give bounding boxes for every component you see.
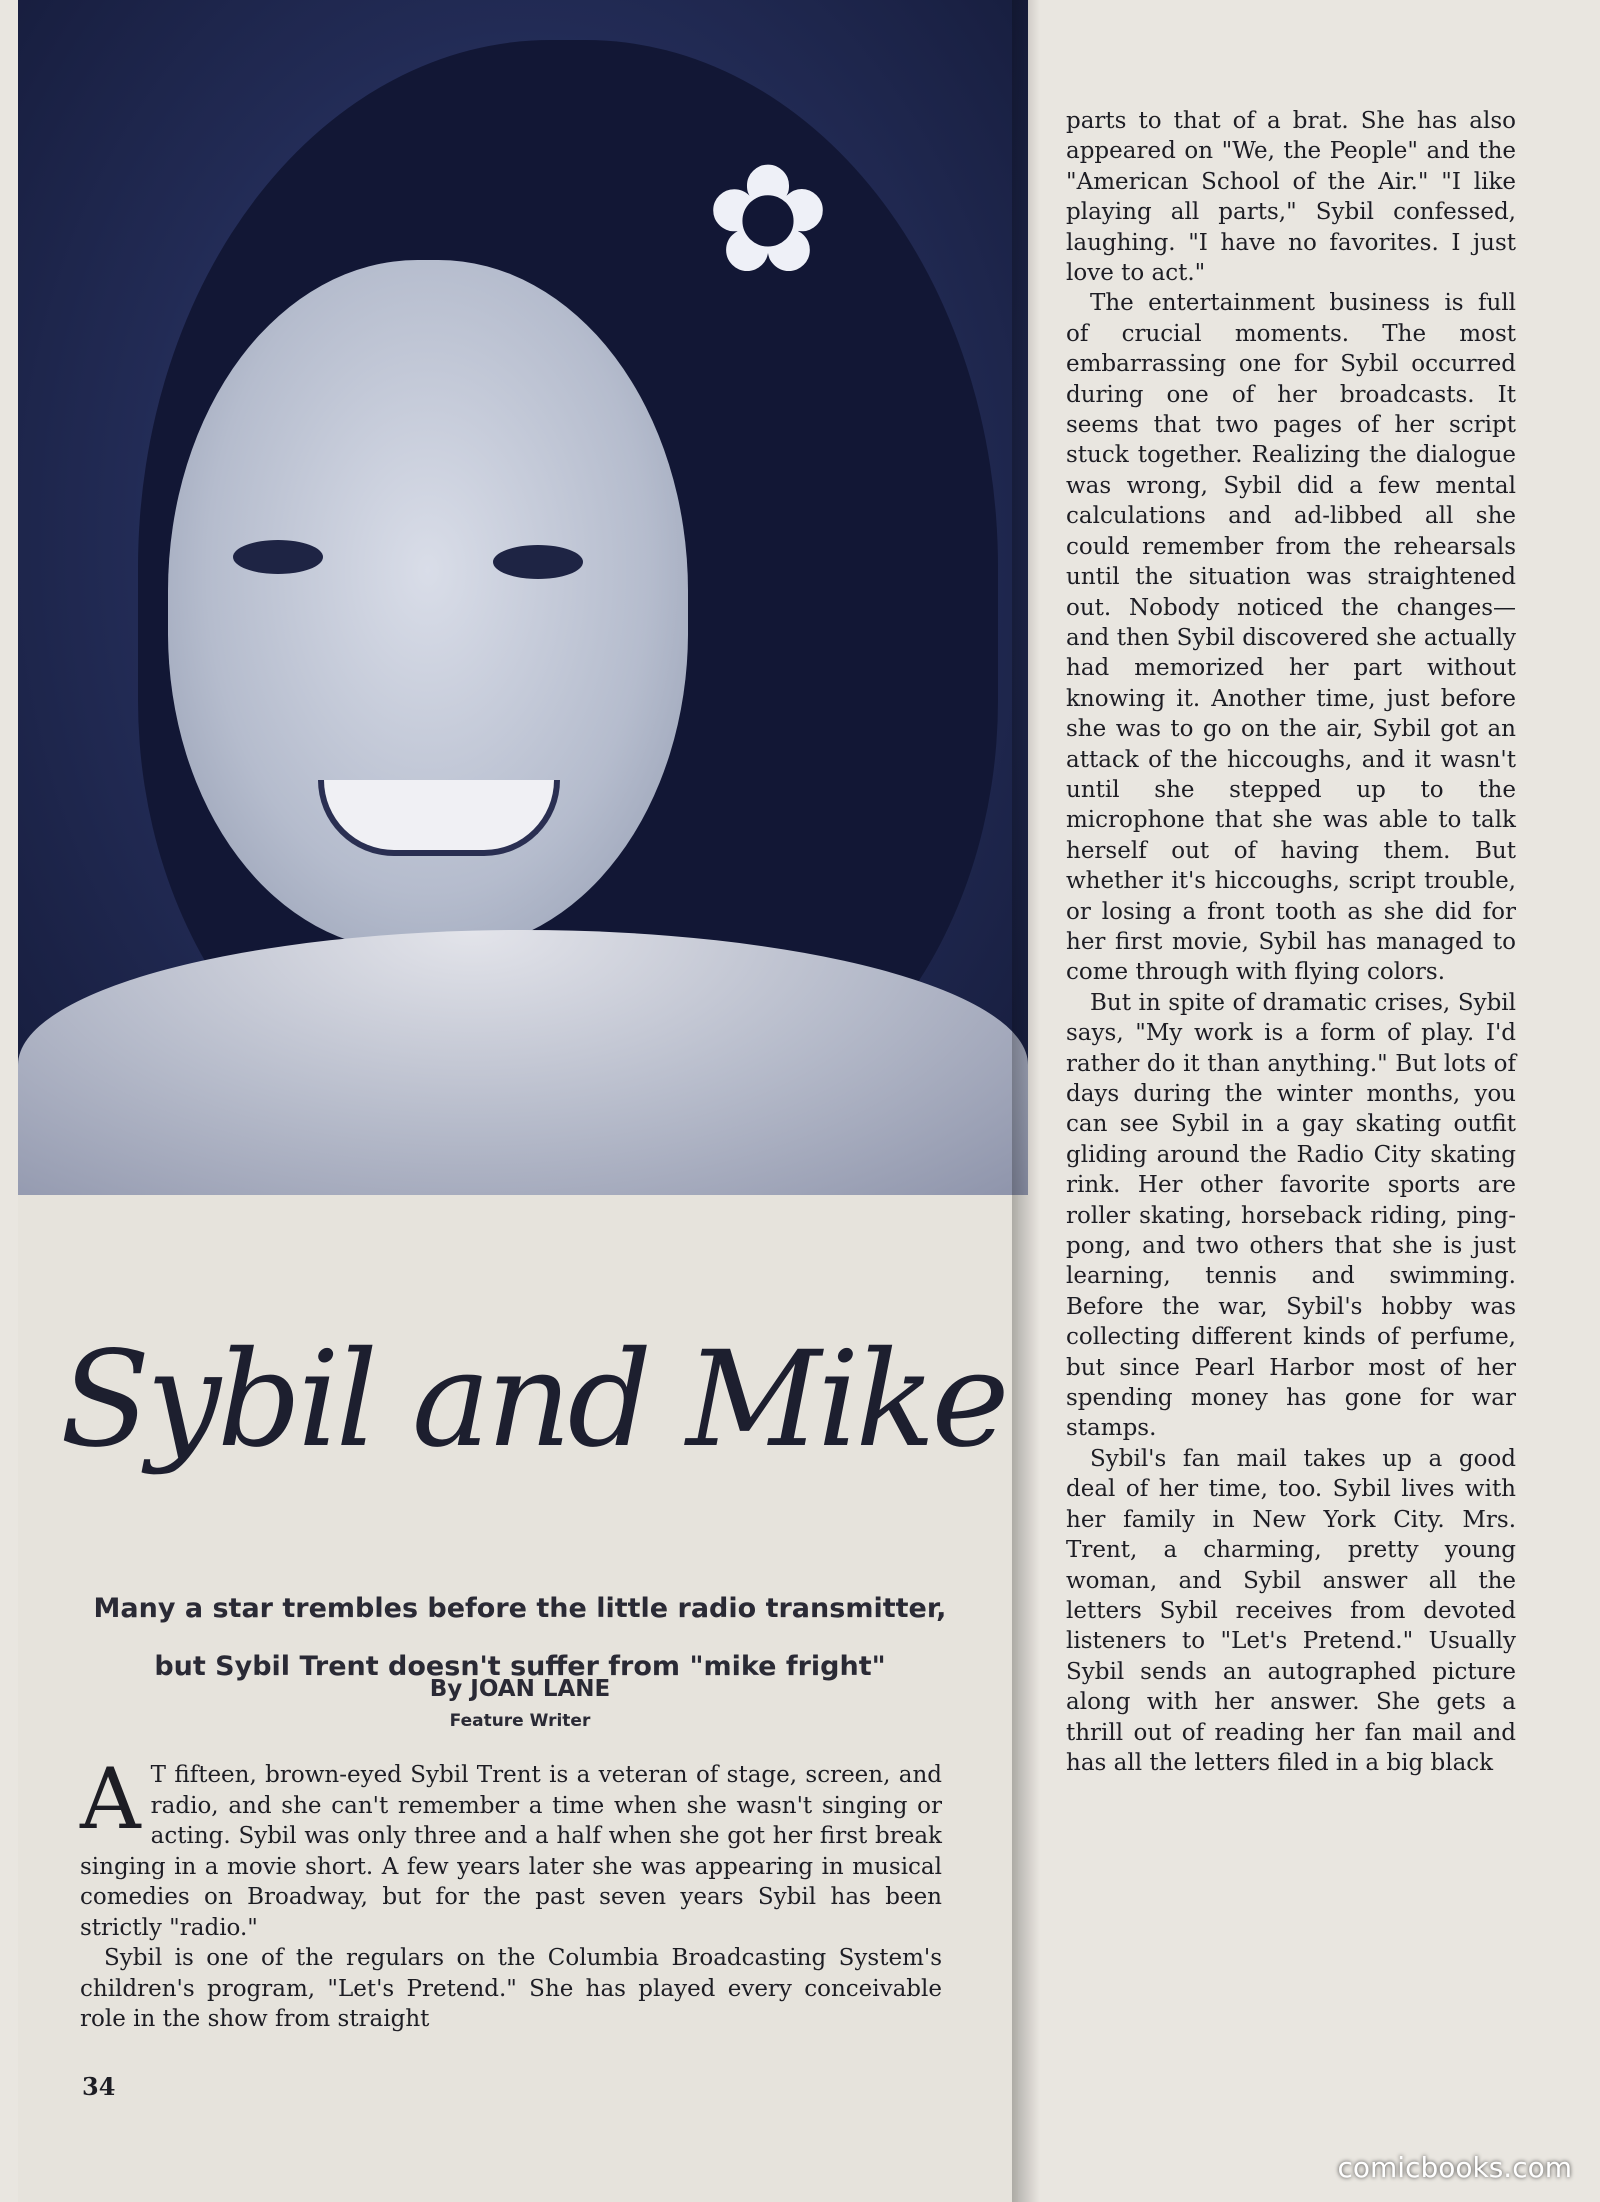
article-title: Sybil and Mike	[60, 1323, 1006, 1477]
paragraph-intro-text: T fifteen, brown-eyed Sybil Trent is a veteran of stage, screen, and radio, and she can't remember a time when she wasn't singing or acting. Sybil was only three and a half when she got her first break singing in a movie short. A few years later she was appearing in musical comedies on Broadway, but for the past seven years Sybil has been strictly "radio."	[80, 1762, 942, 1941]
deck-line-1: Many a star trembles before the little radio transmitter,	[93, 1593, 947, 1624]
author-name: By JOAN LANE	[429, 1676, 611, 1702]
portrait-left-eye	[233, 540, 323, 574]
deck-line-2: but Sybil Trent doesn't suffer from "mike fright"	[154, 1651, 886, 1682]
paragraph-6: Sybil's fan mail takes up a good deal of her time, too. Sybil lives with her family in New York City. Mrs. Trent, a charming, pretty young woman, and Sybil answer all the letters Sybil receives from devoted listeners to "Let's Pretend." Usually Sybil sends an autographed picture along with her answer. She gets a thrill out of reading her fan mail and has all the letters filed in a big black	[1066, 1445, 1516, 1776]
portrait-smile	[318, 780, 560, 856]
paragraph-5: But in spite of dramatic crises, Sybil says, "My work is a form of play. I'd rather do it than anything." But lots of days during the winter months, you can see Sybil in a gay skating outfit gliding around the Radio City skating rink. Her other favorite sports are roller skating, horseback riding, ping-pong, and two others that she is just learning, tennis and swimming. Before the war, Sybil's hobby was collecting different kinds of perfume, but since Pearl Harbor most of her spending money has gone for war stamps.	[1066, 989, 1516, 1442]
byline	[60, 1670, 980, 1734]
paragraph-intro	[80, 1750, 942, 1943]
watermark: comicbooks.com	[1337, 2151, 1572, 2184]
paragraph-2: Sybil is one of the regulars on the Columbia Broadcasting System's children's program, "Let's Pretend." She has played every conceivable role in the show from straight	[80, 1945, 942, 2032]
portrait-photo	[18, 0, 1028, 1195]
author-role: Feature Writer	[449, 1711, 591, 1731]
left-column	[80, 1750, 942, 2035]
portrait-right-eye	[493, 545, 583, 579]
right-column	[1066, 106, 1516, 1778]
drop-cap: A	[80, 1750, 141, 1848]
spine-shadow	[1012, 0, 1040, 2202]
page-number: 34	[82, 2072, 116, 2101]
paragraph-4: The entertainment business is full of crucial moments. The most embarrassing one for Sybil occurred during one of her broadcasts. It seems that two pages of her script stuck together. Realizing the dialogue was wrong, Sybil did a few mental calculations and ad-libbed all she could remember from the rehearsals until the situation was straightened out. Nobody noticed the changes—and then Sybil discovered she actually had memorized her part without knowing it. Another time, just before she was to go on the air, Sybil got an attack of the hiccoughs, and it wasn't until she stepped up to the microphone that she was able to talk herself out of having them. But whether it's hiccoughs, script trouble, or losing a front tooth as she did for her first movie, Sybil has managed to come through with flying colors.	[1066, 290, 1516, 986]
flower-icon: ✿	[705, 133, 831, 307]
paragraph-3: parts to that of a brat. She has also appeared on "We, the People" and the "American School of the Air." "I like playing all parts," Sybil confessed, laughing. "I have no favorites. I just love to act."	[1066, 108, 1516, 287]
portrait-collar	[18, 930, 1028, 1195]
